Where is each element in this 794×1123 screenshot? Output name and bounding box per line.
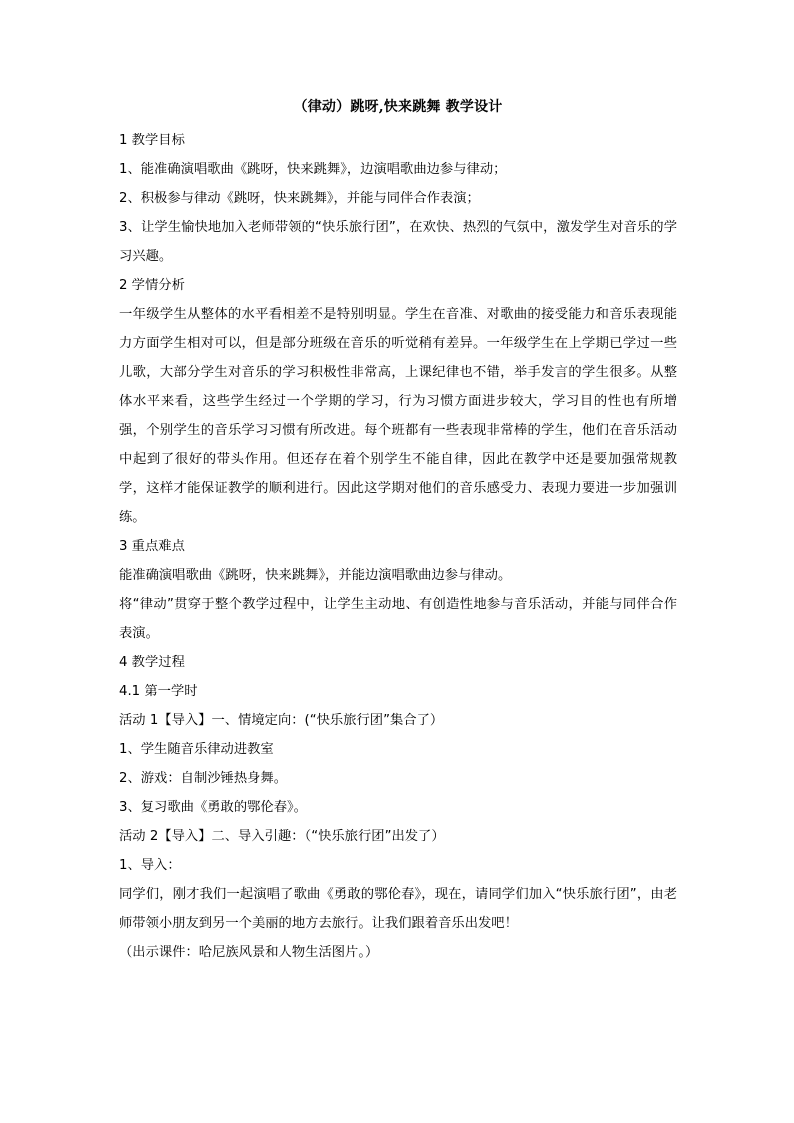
process-subheading: 4.1 第一学时 bbox=[119, 684, 198, 699]
section-heading-analysis: 2 学情分析 bbox=[119, 278, 185, 293]
activity-2-paragraph: 同学们，刚才我们一起演唱了歌曲《勇敢的鄂伦春》，现在，请同学们加入“快乐旅行团”，由老师带领小朋友到另一个美丽的地方去旅行。让我们跟着音乐出发吧！ bbox=[119, 887, 677, 931]
activity-1-title: 活动 1【导入】一、情境定向：(“快乐旅行团”集合了） bbox=[119, 713, 444, 728]
activity-2-title: 活动 2【导入】二、导入引趣：（“快乐旅行团”出发了） bbox=[119, 829, 445, 844]
analysis-paragraph: 一年级学生从整体的水平看相差不是特别明显。学生在音准、对歌曲的接受能力和音乐表现能力方面学生相对可以，但是部分班级在音乐的听觉稍有差异。一年级学生在上学期已学过一些儿歌，大部分学生对音乐的学习积极性非常高，上课纪律也不错，举手发言的学生很多。从整体水平来看，这些学生经过一个学期的学习，行为习惯方面进步较大，学习目的性也有所增强，个别学生的音乐学习习惯有所改进。每个班都有一些表现非常棒的学生，他们在音乐活动中起到了很好的带头作用。但还存在着个别学生不能自律，因此在教学中还是要加强常规教学，这样才能保证教学的顺利进行。因此这学期对他们的音乐感受力、表现力要进一步加强训练。 bbox=[119, 307, 677, 525]
activity-2-note: （出示课件：哈尼族风景和人物生活图片。） bbox=[119, 945, 379, 960]
key-point-line: 能准确演唱歌曲《跳呀，快来跳舞》，并能边演唱歌曲边参与律动。 bbox=[119, 568, 512, 583]
section-heading-key-points: 3 重点难点 bbox=[119, 539, 185, 554]
section-heading-process: 4 教学过程 bbox=[119, 655, 185, 670]
document-page bbox=[119, 98, 677, 967]
goal-item-1: 1、能准确演唱歌曲《跳呀，快来跳舞》，边演唱歌曲边参与律动； bbox=[119, 162, 507, 177]
activity-1-item-2: 2、游戏：自制沙锤热身舞。 bbox=[119, 771, 288, 786]
section-heading-goals: 1 教学目标 bbox=[119, 133, 185, 148]
key-point-paragraph: 将“律动”贯穿于整个教学过程中，让学生主动地、有创造性地参与音乐活动，并能与同伴合作表演。 bbox=[119, 597, 677, 641]
document-title: （律动）跳呀,快来跳舞 教学设计 bbox=[293, 99, 503, 115]
goal-item-2: 2、积极参与律动《跳呀，快来跳舞》，并能与同伴合作表演； bbox=[119, 191, 480, 206]
goal-item-3: 3、让学生愉快地加入老师带领的“快乐旅行团”，在欢快、热烈的气氛中，激发学生对音乐的学习兴趣。 bbox=[119, 220, 677, 264]
activity-1-item-1: 1、学生随音乐律动进教室 bbox=[119, 742, 274, 757]
activity-1-item-3: 3、复习歌曲《勇敢的鄂伦春》。 bbox=[119, 800, 307, 815]
activity-2-item-1: 1、导入： bbox=[119, 858, 181, 873]
